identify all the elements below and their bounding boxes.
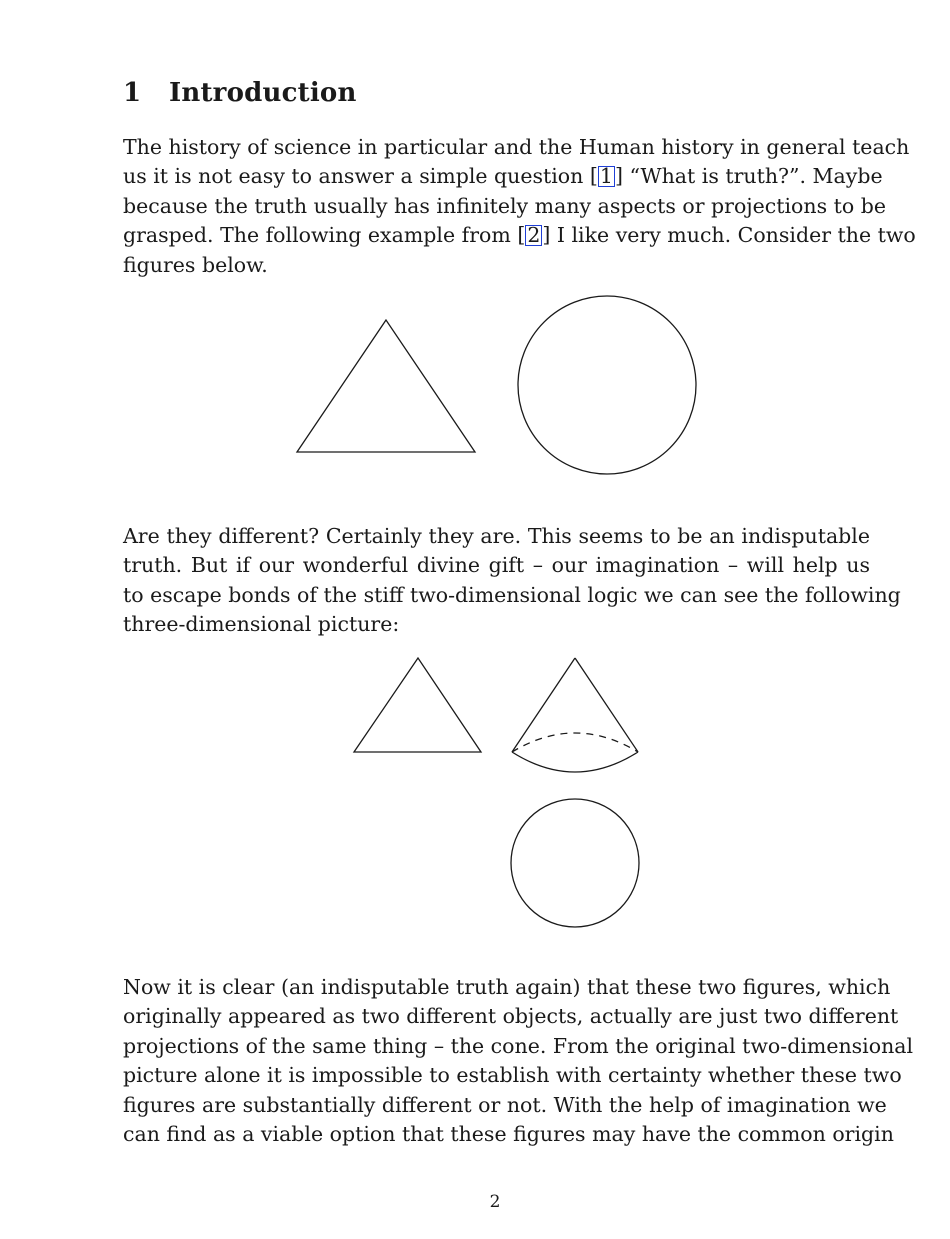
triangle-projection: [354, 658, 481, 752]
paragraph-line: The history of science in particular and the Human history in general teach: [123, 135, 910, 159]
circle-shape: [518, 296, 696, 474]
cone-base-front: [512, 752, 638, 772]
cone-shape: [512, 658, 638, 772]
section-title: Introduction: [169, 78, 357, 108]
paragraph-line: can find as a viable option that these figures may have the common origin: [123, 1121, 894, 1146]
page-number: 2: [489, 1192, 501, 1212]
paragraph-line: originally appeared as two different objects, actually are just two different: [123, 1004, 899, 1029]
paragraph-conclusion: [123, 973, 914, 1149]
paragraph-line: figures are substantially different or not. With the help of imagination we: [123, 1092, 887, 1117]
figure-cone-projections: [345, 650, 650, 935]
cone-side-right: [575, 658, 638, 752]
paragraph-different: [123, 522, 901, 640]
paragraph-intro: [123, 133, 916, 280]
citation-link-2[interactable]: [2]: [517, 223, 551, 248]
figure-triangle-and-circle: [290, 290, 710, 485]
cone-base-back: [512, 733, 638, 752]
paragraph-line: Are they different? Certainly they are. This seems to be an indisputable: [123, 524, 870, 548]
citation-link-1[interactable]: [1]: [589, 164, 623, 189]
section-heading: [123, 78, 357, 108]
paragraph-line: us it is not easy to answer a simple question [1] “What is truth?”. Maybe: [123, 162, 870, 191]
paragraph-line: projections of the same thing – the cone. From the original two-dimensional: [123, 1033, 914, 1058]
paragraph-line: picture alone it is impossible to establish with certainty whether these two: [123, 1063, 902, 1088]
paragraph-line: truth. But if our wonderful divine gift – our imagination – will help us: [123, 553, 870, 578]
paragraph-line: because the truth usually has infinitely many aspects or projections to be: [123, 193, 886, 218]
section-number: 1: [123, 78, 142, 108]
paragraph-line: figures below.: [123, 252, 268, 277]
paragraph-line: to escape bonds of the stiff two-dimensional logic we can see the following: [123, 582, 901, 607]
cone-side-left: [512, 658, 575, 752]
circle-projection: [511, 799, 639, 927]
paragraph-line: Now it is clear (an indisputable truth again) that these two figures, which: [123, 975, 891, 999]
triangle-shape: [297, 320, 475, 452]
paragraph-line: three-dimensional picture:: [123, 612, 400, 637]
paragraph-line: grasped. The following example from [2] I like very much. Consider the two: [123, 221, 870, 250]
